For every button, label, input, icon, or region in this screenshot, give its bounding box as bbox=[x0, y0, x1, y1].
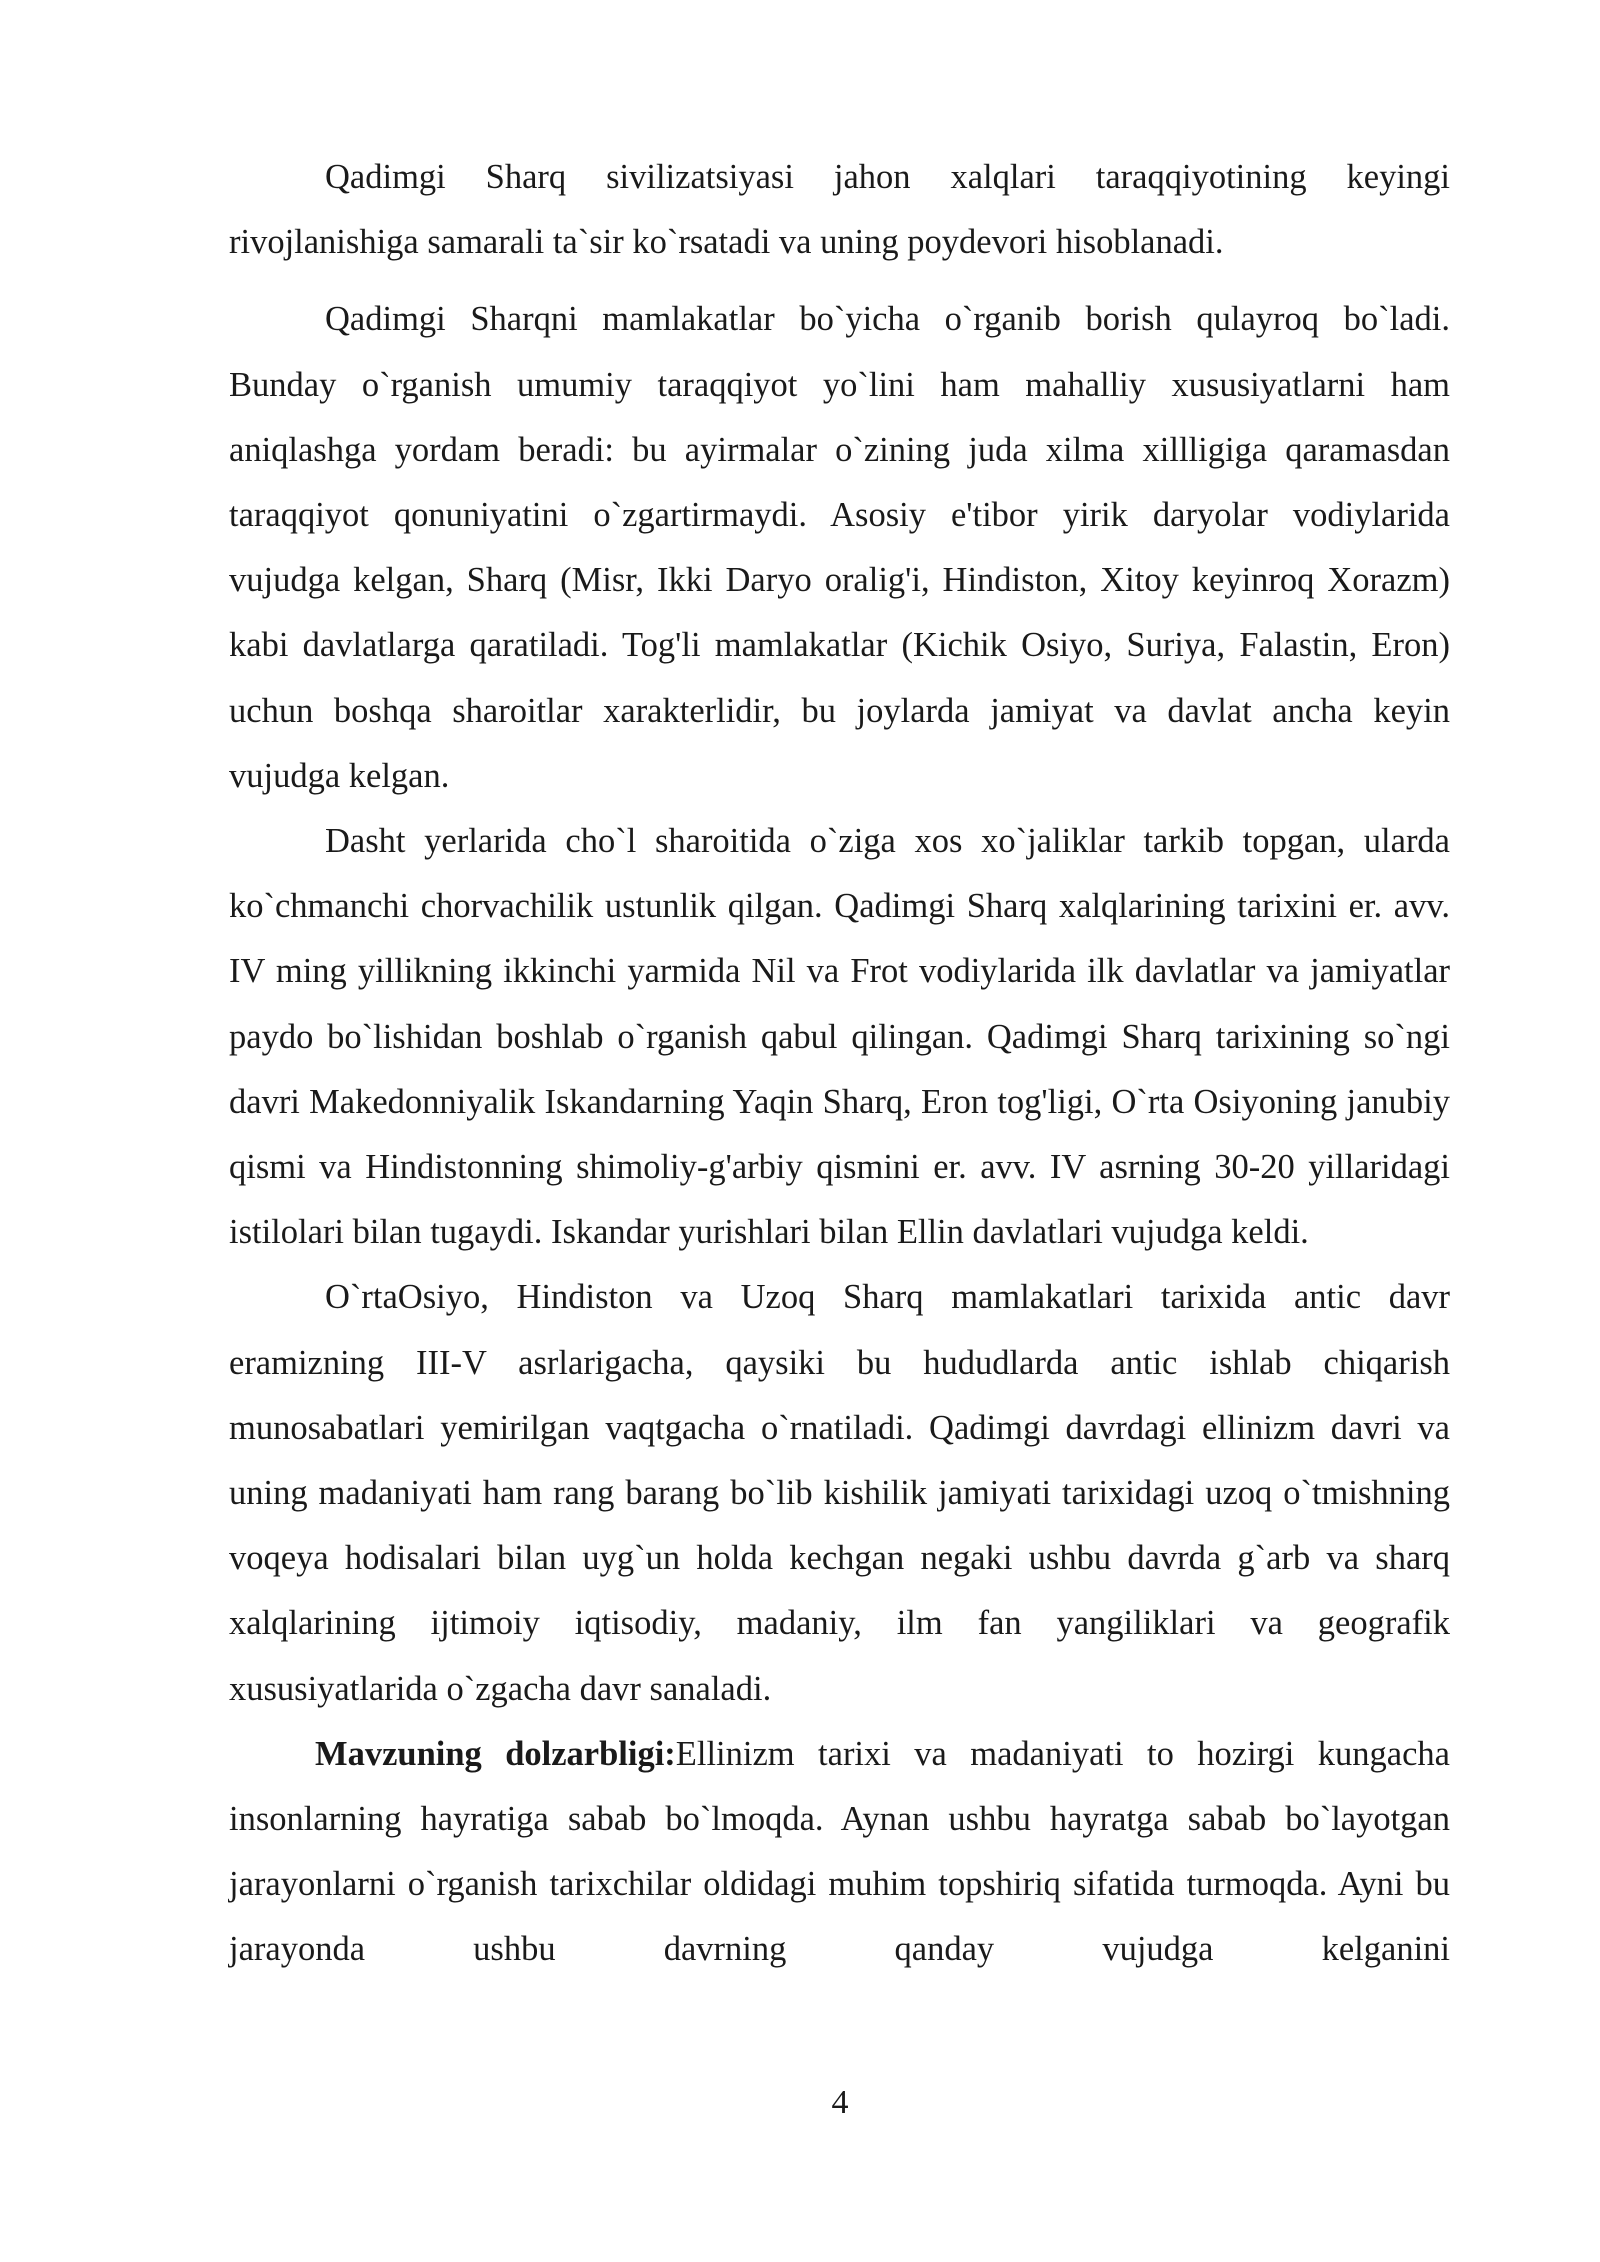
paragraph-1: Qadimgi Sharq sivilizatsiyasi jahon xalqlari taraqqiyotining keyingi rivojlanishiga samarali ta`sir ko`rsatadi va uning poydevori hisoblanadi. bbox=[229, 158, 1450, 262]
relevance-heading: Mavzuning dolzarbligi: bbox=[315, 1734, 676, 1773]
paragraph-4: O`rtaOsiyo, Hindiston va Uzoq Sharq mamlakatlari tarixida antic davr eramizning III-V asrlarigacha, qaysiki bu hududlarda antic ishlab chiqarish munosabatlari yemirilgan vaqtgacha o`rnatiladi. Qadimgi davrdagi ellinizm davri va uning madaniyati ham rang barang bo`lib kishilik jamiyati tarixidagi uzoq o`tmishning voqeya hodisalari bilan uyg`un holda kechgan negaki ushbu davrda g`arb va sharq xalqlarining ijtimoiy iqtisodiy, madaniy, ilm fan yangiliklari va geografik xususiyatlarida o`zgacha davr sanaladi. bbox=[229, 1278, 1450, 1708]
paragraph-relevance bbox=[229, 1722, 1450, 1983]
paragraph-2: Qadimgi Sharqni mamlakatlar bo`yicha o`rganib borish qulayroq bo`ladi. Bunday o`rganish umumiy taraqqiyot yo`lini ham mahalliy xususiyatlarni ham aniqlashga yordam beradi: bu ayirmalar o`zining juda xilma xillligiga qaramasdan taraqqiyot qonuniyatini o`zgartirmaydi. Asosiy e'tibor yirik daryolar vodiylarida vujudga kelgan, Sharq (Misr, Ikki Daryo oralig'i, Hindiston, Xitoy keyinroq Xorazm) kabi davlatlarga qaratiladi. Tog'li mamlakatlar (Kichik Osiyo, Suriya, Falastin, Eron) uchun boshqa sharoitlar xarakterlidir, bu joylarda jamiyat va davlat ancha keyin vujudga kelgan. bbox=[229, 300, 1450, 795]
relevance-text: Ellinizm tarixi va madaniyati to hozirgi kungacha insonlarning hayratiga sabab bo`lmoqda. Aynan ushbu hayratga sabab bo`layotgan jarayonlarni o`rganish tarixchilar oldidagi muhim topshiriq sifatida turmoqda. Ayni bu jarayonda ushbu davrning qanday vujudga kelganini bbox=[229, 1734, 1450, 1969]
body-text bbox=[229, 145, 1450, 1983]
paragraph-3: Dasht yerlarida cho`l sharoitida o`ziga xos xo`jaliklar tarkib topgan, ularda ko`chmanchi chorvachilik ustunlik qilgan. Qadimgi Sharq xalqlarining tarixini er. avv. IV ming yillikning ikkinchi yarmida Nil va Frot vodiylarida ilk davlatlar va jamiyatlar paydo bo`lishidan boshlab o`rganish qabul qilingan. Qadimgi Sharq tarixining so`ngi davri Makedonniyalik Iskandarning Yaqin Sharq, Eron tog'ligi, O`rta Osiyoning janubiy qismi va Hindistonning shimoliy-g'arbiy qismini er. avv. IV asrning 30-20 yillaridagi istilolari bilan tugaydi. Iskandar yurishlari bilan Ellin davlatlari vujudga keldi. bbox=[229, 822, 1450, 1252]
page-number: 4 bbox=[831, 2084, 849, 2121]
